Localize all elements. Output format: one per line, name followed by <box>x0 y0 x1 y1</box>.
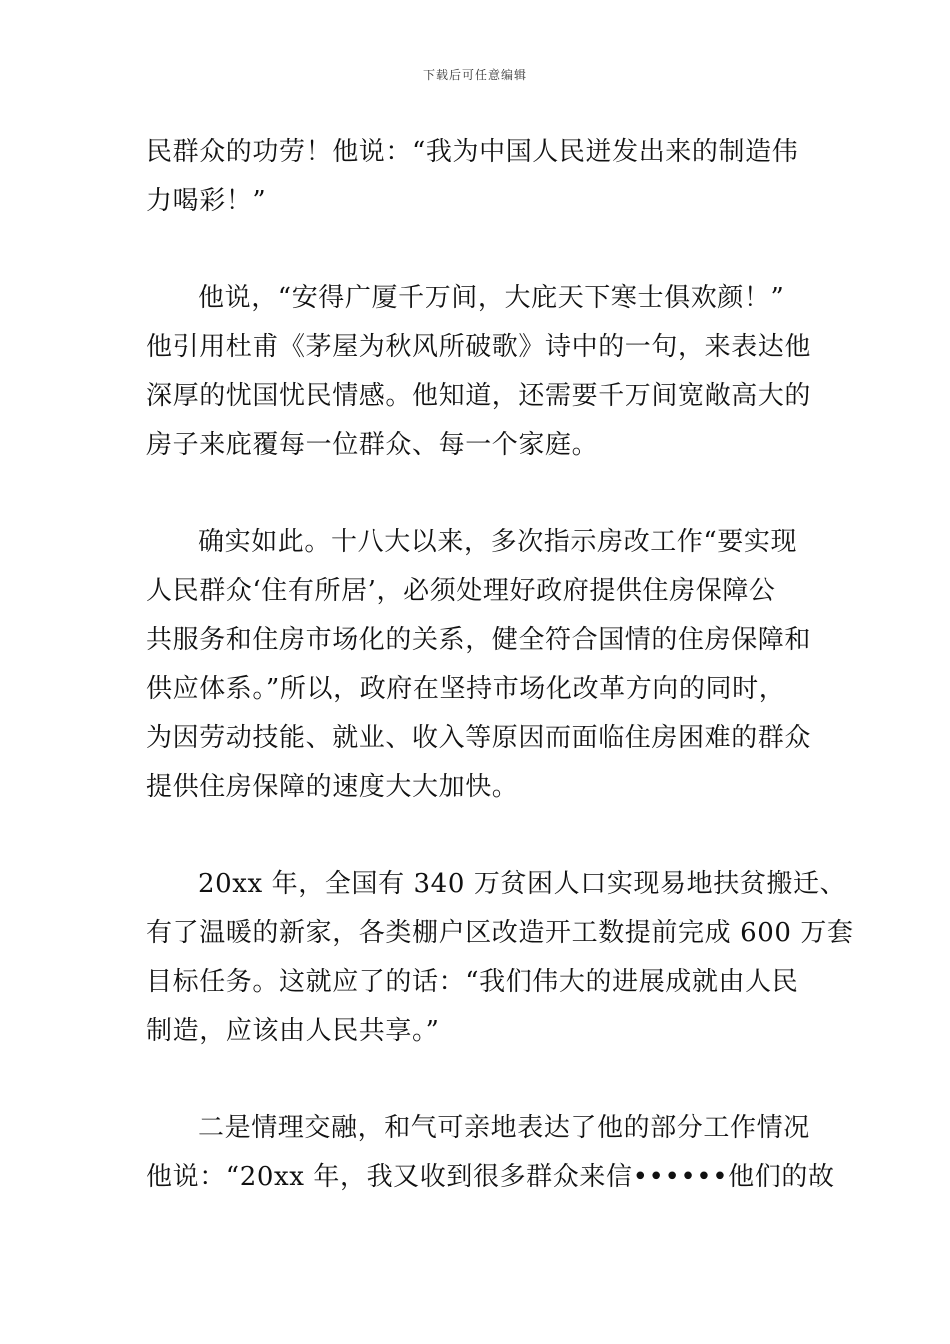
paragraph-line: 力喝彩！” <box>146 186 267 216</box>
paragraph-line: 房子来庇覆每一位群众、每一个家庭。 <box>146 430 599 460</box>
paragraph-4 <box>146 860 854 1056</box>
paragraph-line: 他说：“20xx 年，我又收到很多群众来信••••••他们的故 <box>146 1162 835 1192</box>
paragraph-line: 目标任务。这就应了的话：“我们伟大的进展成就由人民 <box>146 967 799 997</box>
paragraph-line: 他说，“安得广厦千万间，大庇天下寒士俱欢颜！” <box>198 283 785 313</box>
paragraph-line: 提供住房保障的速度大大加快。 <box>146 772 519 802</box>
paragraph-line: 制造，应该由人民共享。” <box>146 1016 440 1046</box>
paragraph-line: 他引用杜甫《茅屋为秋风所破歌》诗中的一句，来表达他 <box>146 332 812 362</box>
paragraph-line: 为因劳动技能、就业、收入等原因而面临住房困难的群众 <box>146 723 812 753</box>
paragraph-line: 深厚的忧国忧民情感。他知道，还需要千万间宽敞高大的 <box>146 381 812 411</box>
document-body <box>146 128 854 1202</box>
paragraph-2 <box>146 274 812 470</box>
paragraph-line: 民群众的功劳！他说：“我为中国人民迸发出来的制造伟 <box>146 137 799 167</box>
paragraph-line: 共服务和住房市场化的关系，健全符合国情的住房保障和 <box>146 625 812 655</box>
paragraph-line: 确实如此。十八大以来，多次指示房改工作“要实现 <box>198 527 798 557</box>
paragraph-1 <box>146 128 808 226</box>
paragraph-line: 二是情理交融，和气可亲地表达了他的部分工作情况 <box>198 1113 810 1143</box>
page-header: 下载后可任意编辑 <box>422 68 527 82</box>
paragraph-5 <box>146 1104 835 1202</box>
paragraph-line: 供应体系。”所以，政府在坚持市场化改革方向的同时， <box>146 674 786 704</box>
paragraph-line: 20xx 年，全国有 340 万贫困人口实现易地扶贫搬迁、 <box>198 869 847 899</box>
paragraph-3 <box>146 518 812 812</box>
paragraph-line: 人民群众‘住有所居’，必须处理好政府提供住房保障公 <box>146 576 776 606</box>
paragraph-line: 有了温暖的新家，各类棚户区改造开工数提前完成 600 万套 <box>146 918 854 948</box>
